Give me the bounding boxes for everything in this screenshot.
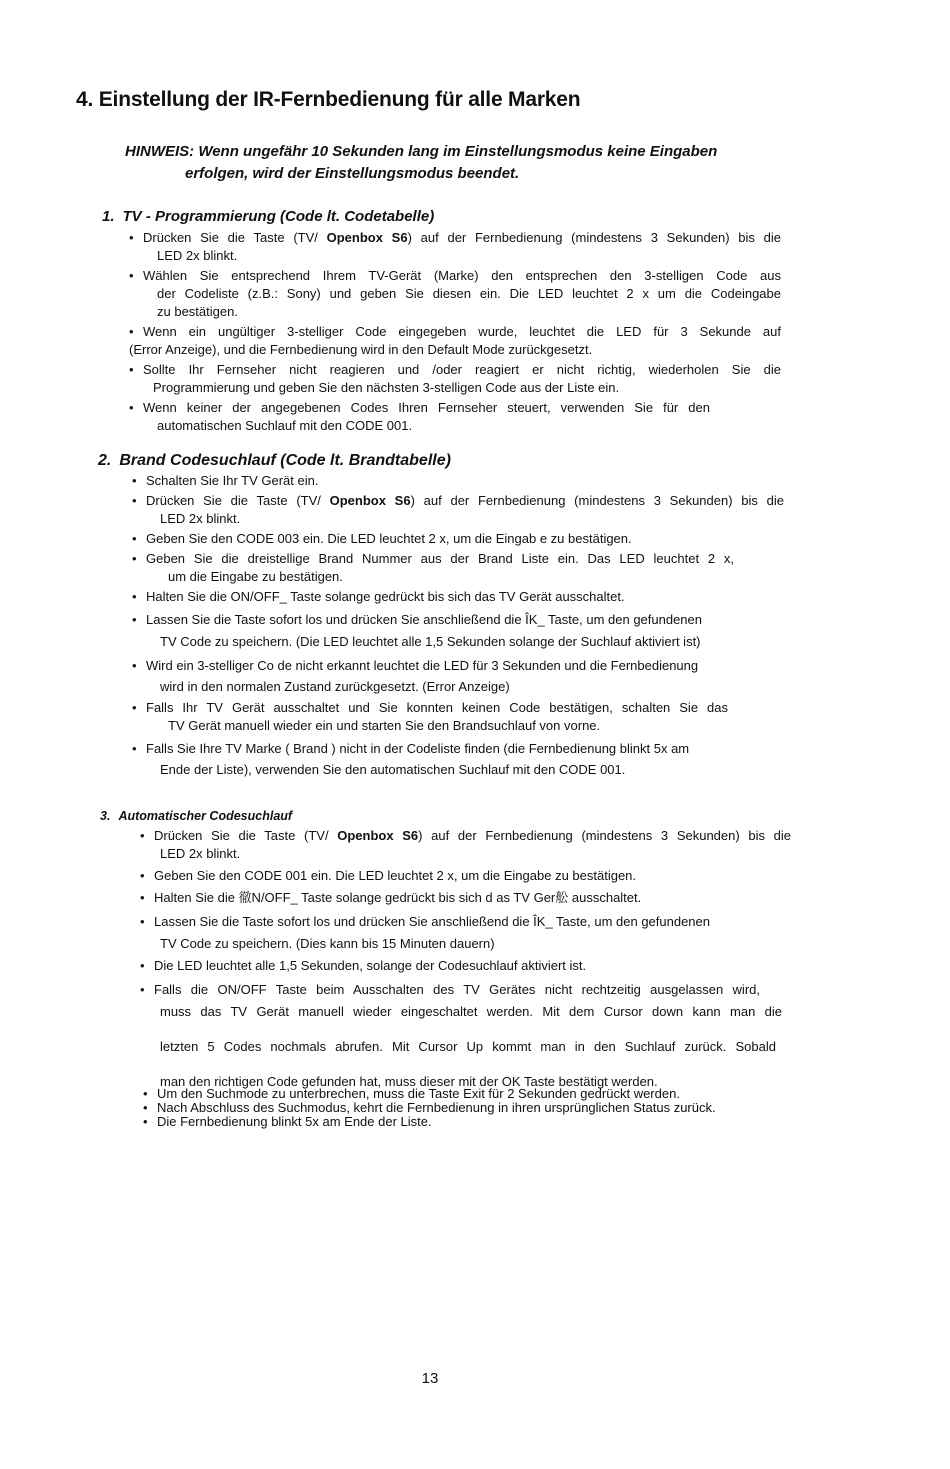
list-item: • Drücken Sie die Taste (TV/ Openbox S6) auf der Fernbedienung (mindestens 3 Sekunden) bis die LED 2x blinkt. (140, 827, 791, 863)
hint-note (125, 141, 825, 185)
list-item: • Drücken Sie die Taste (TV/ Openbox S6) auf der Fernbedienung (mindestens 3 Sekunden) bis die LED 2x blinkt. (129, 229, 781, 265)
section-3-extra-list (143, 1087, 783, 1129)
list-item: • Halten Sie die 徹N/OFF_ Taste solange gedrückt bis sich d as TV Ger舩 ausschaltet. (140, 889, 791, 907)
list-item: • Sollte Ihr Fernseher nicht reagieren und /oder reagiert er nicht richtig, wiederholen Sie die Programmierung und geben Sie den nächsten 3-stelligen Code aus der Liste ein. (129, 361, 781, 397)
section-1-number: 1. (102, 208, 115, 225)
list-item: • Lassen Sie die Taste sofort los und drücken Sie anschließend die ÎK_ Taste, um den gefundenen TV Code zu speichern. (Dies kann bis 15 Minuten dauern) (140, 911, 791, 955)
list-item: • Falls Sie Ihre TV Marke ( Brand ) nicht in der Codeliste finden (die Fernbedienung blinkt 5x am Ende der Liste), verwenden Sie den automatischen Suchlauf mit den CODE 001. (132, 738, 784, 780)
list-item: • Wenn keiner der angegebenen Codes Ihren Fernseher steuert, verwenden Sie für den automatischen Suchlauf mit den CODE 001. (129, 399, 781, 435)
hint-line-2: erfolgen, wird der Einstellungsmodus beendet. (185, 165, 520, 182)
list-item: • Geben Sie die dreistellige Brand Nummer aus der Brand Liste ein. Das LED leuchtet 2 x, um die Eingabe zu bestätigen. (132, 550, 784, 586)
list-item: • Falls Ihr TV Gerät ausschaltet und Sie konnten keinen Code bestätigen, schalten Sie das TV Gerät manuell wieder ein und starten Sie den Brandsuchlauf von vorne. (132, 699, 784, 735)
section-3-number: 3. (100, 809, 111, 823)
list-item: • Falls die ON/OFF Taste beim Ausschalten des TV Gerätes nicht rechtzeitig ausgelassen wird, muss das TV Gerät manuell wieder eingeschaltet werden. Mit dem Cursor down kann man die letzten 5 Codes nochmals abrufen. Mit Cursor Up kommt man in den Suchlauf zurück. Sobald man den richtigen Code gefunden hat, muss dieser mit der OK Taste bestätigt werden. (140, 979, 791, 1093)
section-3-title-text: Automatischer Codesuchlauf (118, 809, 293, 823)
list-item: • Um den Suchmode zu unterbrechen, muss die Taste Exit für 2 Sekunden gedrückt werden. (143, 1087, 783, 1101)
list-item: • Geben Sie den CODE 001 ein. Die LED leuchtet 2 x, um die Eingabe zu bestätigen. (140, 867, 791, 885)
list-item: • Wenn ein ungültiger 3-stelliger Code eingegeben wurde, leuchtet die LED für 3 Sekunde auf (Error Anzeige), und die Fernbedienung wird in den Default Mode zurückgesetzt. (129, 323, 781, 359)
list-item: • Nach Abschluss des Suchmodus, kehrt die Fernbedienung in ihren ursprünglichen Status zurück. (143, 1101, 783, 1115)
list-item: • Geben Sie den CODE 003 ein. Die LED leuchtet 2 x, um die Eingab e zu bestätigen. (132, 530, 784, 548)
section-2-title (98, 452, 451, 470)
section-2-number: 2. (98, 452, 112, 469)
section-3-title (100, 809, 292, 823)
list-item: • Wird ein 3-stelliger Co de nicht erkannt leuchtet die LED für 3 Sekunden und die Fernbedienung wird in den normalen Zustand zurückgesetzt. (Error Anzeige) (132, 655, 784, 697)
section-2-title-text: Brand Codesuchlauf (Code lt. Brandtabelle) (119, 452, 451, 469)
page-heading: 4. Einstellung der IR-Fernbedienung für alle Marken (76, 88, 581, 111)
list-item: • Die Fernbedienung blinkt 5x am Ende der Liste. (143, 1115, 783, 1129)
section-1-title-text: TV - Programmierung (Code lt. Codetabelle) (122, 208, 435, 225)
list-item: • Wählen Sie entsprechend Ihrem TV-Gerät (Marke) den entsprechen den 3-stelligen Code aus der Codeliste (z.B.: Sony) und geben Sie diesen ein. Die LED leuchtet 2 x um die Codeingabe zu bestätigen. (129, 267, 781, 321)
list-item: • Halten Sie die ON/OFF_ Taste solange gedrückt bis sich das TV Gerät ausschaltet. (132, 588, 784, 606)
hint-line-1: HINWEIS: Wenn ungefähr 10 Sekunden lang im Einstellungsmodus keine Eingaben (125, 143, 718, 160)
section-1-title (102, 208, 434, 225)
section-1-list (129, 229, 781, 437)
section-2-list (132, 472, 784, 782)
section-3-list (140, 827, 791, 1095)
list-item: • Drücken Sie die Taste (TV/ Openbox S6) auf der Fernbedienung (mindestens 3 Sekunden) bis die LED 2x blinkt. (132, 492, 784, 528)
list-item: • Lassen Sie die Taste sofort los und drücken Sie anschließend die ÎK_ Taste, um den gefundenen TV Code zu speichern. (Die LED leuchtet alle 1,5 Sekunden solange der Suchlauf aktiviert ist) (132, 609, 784, 653)
page-number: 13 (421, 1370, 439, 1387)
list-item: • Schalten Sie Ihr TV Gerät ein. (132, 472, 784, 490)
list-item: • Die LED leuchtet alle 1,5 Sekunden, solange der Codesuchlauf aktiviert ist. (140, 957, 791, 975)
